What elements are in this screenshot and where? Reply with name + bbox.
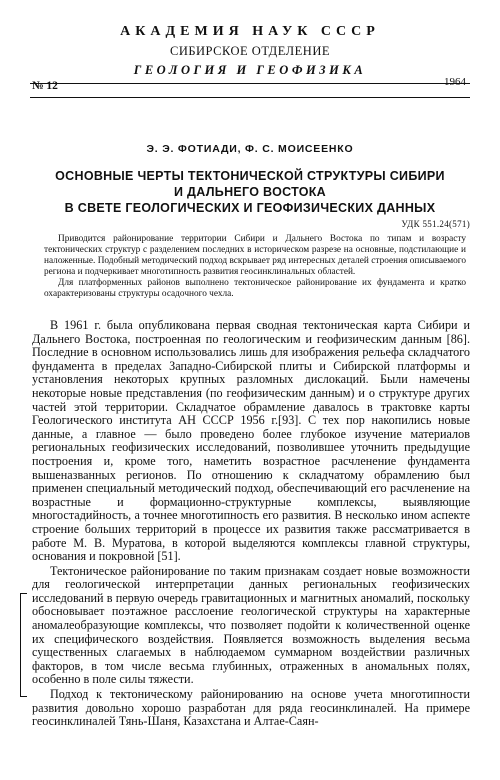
abstract-paragraph: Приводится районирование территории Сибири и Дальнего Востока по типам и возрасту тектонических структур с разделением последних в историческом разрезе на основные, подстилающие и наложенные. Подобный методический подход вскрывает ряд интересных деталей строения описываемого региона и подчеркивает многотипность развития геосинклинальных областей. (44, 234, 466, 278)
journal-name: ГЕОЛОГИЯ И ГЕОФИЗИКА (133, 63, 367, 77)
title-line: И ДАЛЬНЕГО ВОСТОКА (173, 185, 327, 199)
body-paragraph: Тектоническое районирование по таким признакам создает новые возможности для геологической интерпретации данных региональных геофизических исследований в первую очередь гравитационных и магнитных аномалий, поскольку обосновывает поэтажное расслоение геологической структуры на характерные аномалеобразующие комплексы, что позволяет подойти к количественной оценке их специфического воздействия. Появляется возможность выделения весьма существенных слагаемых в наблюдаемом суммарном воздействии различных факторов, в том числе весьма глубинных, отраженных в аномальных полях, особенно в поле силы тяжести. (32, 563, 470, 687)
title-line: В СВЕТЕ ГЕОЛОГИЧЕСКИХ И ГЕОФИЗИЧЕСКИХ ДАННЫХ (64, 201, 436, 215)
article-body (32, 319, 470, 729)
body-paragraph: В 1961 г. была опубликована первая сводная тектоническая карта Сибири и Дальнего Востока, построенная по геологическим и геофизическим данным [86]. Последние в основном использовались лишь для изображения рельефа складчатого фундамента в пределах Западно-Сибирской плиты и Сибирской платформы и установления некоторых крупных разломных дислокаций. Были намечены некоторые новые представления (по геофизическим данным) и о структуре других частей этой территории. Складчатое обрамление давалось в трактовке карты Геологического института АН СССР 1956 г.[93]. С тех пор накопились новые данные, а главное — было проведено более глубокое изучение материалов региональных геофизических исследований, позволившее уточнить предыдущие построения и, кроме того, наметить возрастное расчленение фундамента вышеназванных регионов. По отношению к складчатому обрамлению был применен специальный методический подход, обеспечивающий его расчленение на возрастные и формационно-структурные комплексы, выявляющие многостадийность, а точнее многотипность его развития. В несколько ином аспекте строение больших территорий в процессе их развития также рассматривается в работе М. В. Муратова, в которой выделяются комплексы главной структуры, основания и покровной [51]. (32, 318, 470, 564)
title-line: ОСНОВНЫЕ ЧЕРТЫ ТЕКТОНИЧЕСКОЙ СТРУКТУРЫ СИБИРИ (55, 169, 445, 183)
udk-code: УДК 551.24(571) (401, 219, 470, 229)
abstract-paragraph: Для платформенных районов выполнено тектоническое районирование их фундамента и кратко охарактеризованы структуры осадочного чехла. (44, 278, 466, 300)
article-authors: Э. Э. ФОТИАДИ, Ф. С. МОИСЕЕНКО (146, 143, 354, 155)
header-rule-bottom (30, 97, 470, 98)
body-paragraph: Подход к тектоническому районированию на основе учета многотипности развития довольно хорошо разработан для ряда геосинклиналей. На примере геосинклиналей Тянь-Шаня, Казахстана и Алтае-Саян- (32, 687, 470, 729)
issue-year: 1964 (444, 76, 466, 88)
branch-name: СИБИРСКОЕ ОТДЕЛЕНИЕ (169, 44, 330, 58)
article-title (30, 168, 470, 216)
academy-name: АКАДЕМИЯ НАУК СССР (120, 24, 380, 39)
margin-mark (20, 593, 27, 697)
article-abstract (44, 234, 466, 301)
issue-number: № 12 (32, 80, 58, 92)
header-rule-top (30, 83, 470, 84)
